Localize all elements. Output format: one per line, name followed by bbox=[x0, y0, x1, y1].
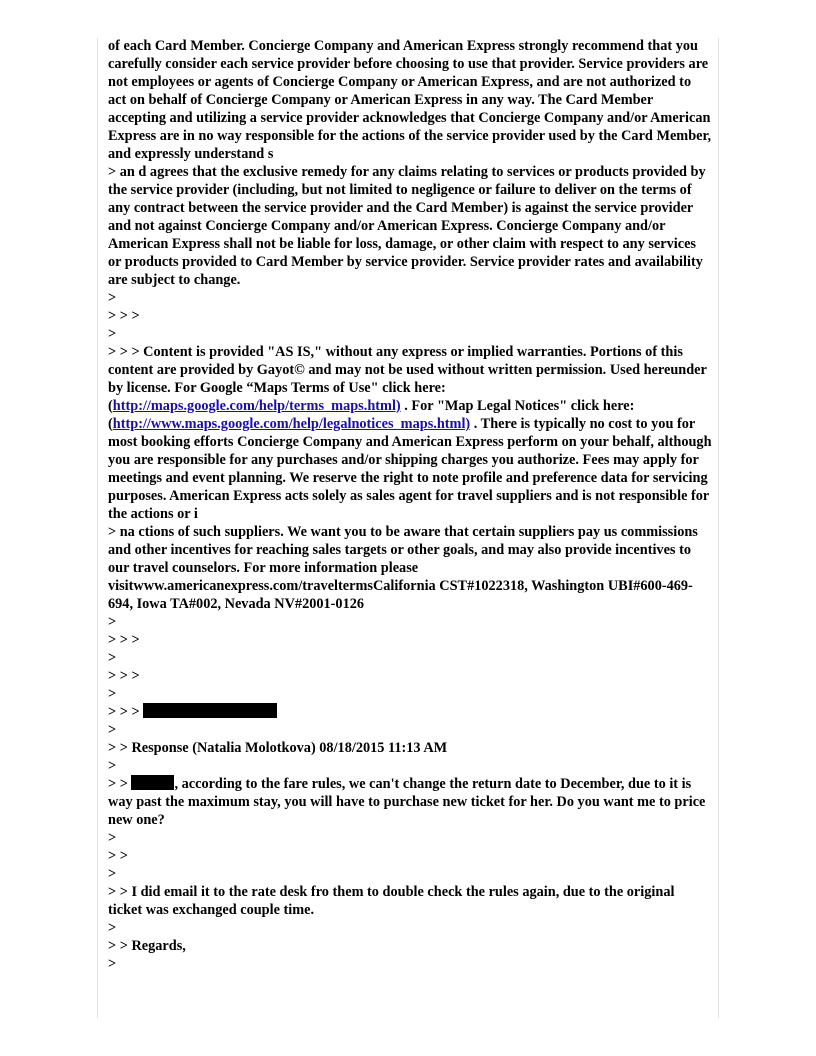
redaction-block bbox=[131, 775, 174, 790]
disclaimer-paragraph-2: > an d agrees that the exclusive remedy for any claims relating to services or products provided by the service provider (including, but not limited to negligence or failure to deliver on the terms of any contract between the service provider and the Card Member) is against the service provider and not against Concierge Company and/or American Express. Concierge Company and/or American Express shall not be liable for loss, damage, or other claim with respect to any services or products provided to Card Member by service provider. Service provider rates and availability are subject to change. bbox=[108, 164, 706, 288]
supplier-disclaimer-paragraph: > na ctions of such suppliers. We want you to be aware that certain suppliers pay us commissions and other incentives for reaching sales targets or other goals, and may also provide incentives to our travel counselors. For more information please visitwww.americanexpress.com/traveltermsCalifornia CST#1022318, Washington UBI#600-469-694, Iowa TA#002, Nevada NV#2001-0126 bbox=[108, 524, 698, 612]
quote-marker: > bbox=[108, 830, 117, 846]
content-disclaimer-paragraph bbox=[108, 343, 712, 523]
redacted-line bbox=[108, 703, 712, 721]
quote-marker: > > bbox=[108, 848, 128, 864]
disclaimer-text: . There is typically no cost to you for most booking efforts Concierge Company and American Express perform on your behalf, although you are responsible for any purchases and/or shipping charges you authorize. Fees may apply for meetings and event planning. We reserve the right to note profile and preference data for servicing purposes. American Express acts solely as sales agent for travel suppliers and is not responsible for the actions or i bbox=[108, 416, 712, 522]
response-header: > > Response (Natalia Molotkova) 08/18/2015 11:13 AM bbox=[108, 740, 448, 756]
google-legal-notices-link[interactable]: http://www.maps.google.com/help/legalnotices_maps.html) bbox=[112, 416, 471, 432]
redaction-block bbox=[143, 703, 277, 718]
reply-paragraph bbox=[108, 775, 712, 829]
quote-marker: > > > bbox=[108, 308, 140, 324]
quote-marker: > > > bbox=[108, 632, 140, 648]
quote-marker: > bbox=[108, 650, 117, 666]
quote-prefix: > > > bbox=[108, 704, 144, 720]
disclaimer-text: > > > Content is provided "AS IS," without any express or implied warranties. Portions of this content are provided by Gayot© and may not be used without written permission. Used hereunder by license. For Google “Maps Terms of Use" click here: ( bbox=[108, 344, 707, 414]
google-terms-link[interactable]: http://maps.google.com/help/terms_maps.html) bbox=[112, 398, 401, 414]
quote-marker: > bbox=[108, 758, 117, 774]
quote-marker: > bbox=[108, 920, 117, 936]
reply-text: , according to the fare rules, we can't change the return date to December, due to it is way past the maximum stay, you will have to purchase new ticket for her. Do you want me to price new one? bbox=[108, 776, 706, 828]
email-document bbox=[108, 37, 712, 973]
quote-marker: > bbox=[108, 956, 117, 972]
quote-marker: > bbox=[108, 722, 117, 738]
disclaimer-paragraph-1: of each Card Member. Concierge Company and American Express strongly recommend that you carefully consider each service provider before choosing to use that provider. Service providers are not employees or agents of Concierge Company or American Express, and are not authorized to act on behalf of Concierge Company or American Express in any way. The Card Member accepting and utilizing a service provider acknowledges that Concierge Company and/or American Express are in no way responsible for the actions of the service provider used by the Card Member, and expressly understand s bbox=[108, 38, 712, 162]
quote-marker: > bbox=[108, 326, 117, 342]
quote-marker: > bbox=[108, 614, 117, 630]
quote-marker: > bbox=[108, 290, 117, 306]
email-note-paragraph: > > I did email it to the rate desk fro them to double check the rules again, due to the original ticket was exchanged couple time. bbox=[108, 884, 675, 918]
quote-prefix: > > bbox=[108, 776, 132, 792]
quote-marker: > bbox=[108, 866, 117, 882]
quote-marker: > > > bbox=[108, 668, 140, 684]
quote-marker: > bbox=[108, 686, 117, 702]
regards-line: > > Regards, bbox=[108, 938, 186, 954]
disclaimer-text: . For "Map Legal Notices" click here: ( bbox=[108, 398, 635, 432]
